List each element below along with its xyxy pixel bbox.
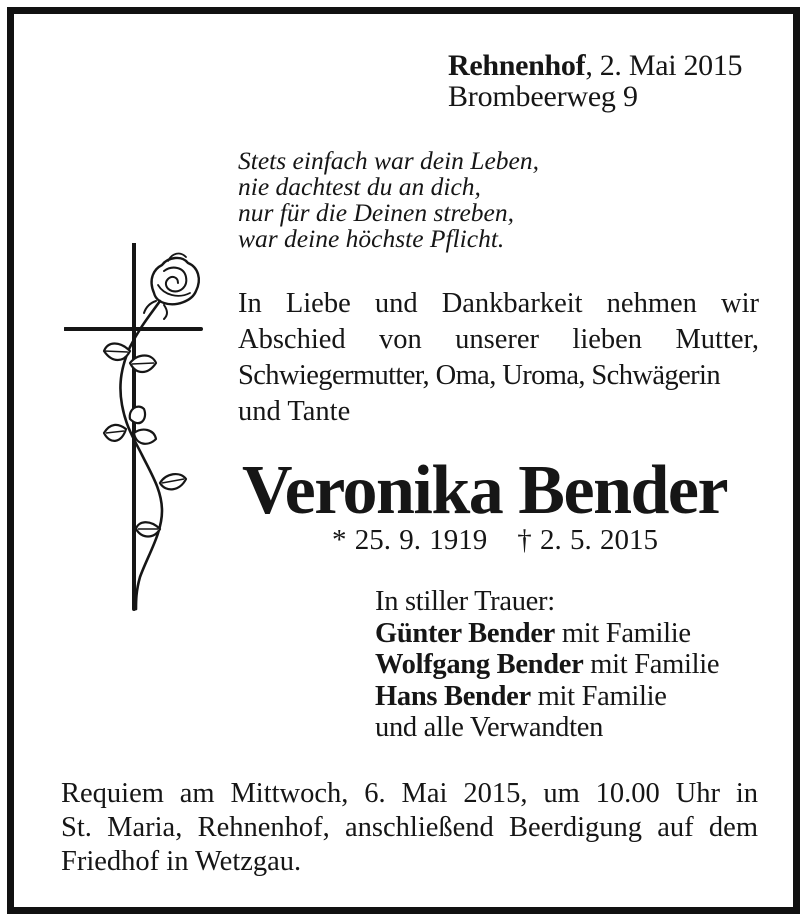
service-line: Requiem am Mittwoch, 6. Mai 2015, um 10.00 Uhr in: [61, 778, 758, 809]
mourner-name: Wolfgang Bender: [375, 649, 584, 680]
farewell-line: Abschied von unserer lieben Mutter,: [238, 324, 759, 355]
mourner-entry: [375, 618, 719, 650]
farewell-text: [238, 286, 759, 430]
mourner-name: Hans Bender: [375, 680, 531, 712]
farewell-line: In Liebe und Dankbarkeit nehmen wir: [238, 288, 759, 319]
poem-line: Stets einfach war dein Leben,: [238, 146, 539, 175]
place-and-date: [448, 50, 742, 81]
street-address: Brombeerweg 9: [448, 80, 638, 113]
poem-line: war deine höchste Pflicht.: [238, 224, 505, 253]
cross-with-rose-icon: [64, 243, 204, 615]
mourner-suffix: mit Familie: [583, 649, 720, 680]
mourner-suffix: mit Familie: [555, 617, 691, 649]
service-line: St. Maria, Rehnenhof, anschließend Beerdigung auf dem: [61, 812, 758, 843]
mourners-closing: und alle Verwandten: [375, 712, 604, 743]
memorial-poem: [238, 148, 539, 252]
service-details: [61, 777, 758, 879]
mourners-list: [375, 586, 719, 744]
deceased-name: Veronika Bender: [242, 452, 728, 529]
mourning-intro: In stiller Trauer:: [375, 586, 555, 617]
birth-date: * 25. 9. 1919: [332, 524, 488, 556]
mourner-suffix: mit Familie: [530, 680, 667, 712]
mourner-entry: [375, 649, 719, 681]
service-line: Friedhof in Wetzgau.: [61, 846, 302, 877]
place-name: Rehnenhof: [448, 49, 586, 82]
mourner-entry: [375, 681, 719, 713]
obituary-notice: [7, 7, 800, 914]
notice-date: , 2. Mai 2015: [585, 49, 743, 82]
farewell-line: und Tante: [238, 396, 351, 427]
poem-line: nur für die Deinen streben,: [238, 198, 514, 227]
farewell-line: Schwiegermutter, Oma, Uroma, Schwägerin: [238, 360, 720, 391]
life-dates: [332, 524, 658, 556]
poem-line: nie dachtest du an dich,: [238, 172, 481, 201]
mourner-name: Günter Bender: [375, 617, 556, 649]
death-date: † 2. 5. 2015: [517, 524, 658, 556]
